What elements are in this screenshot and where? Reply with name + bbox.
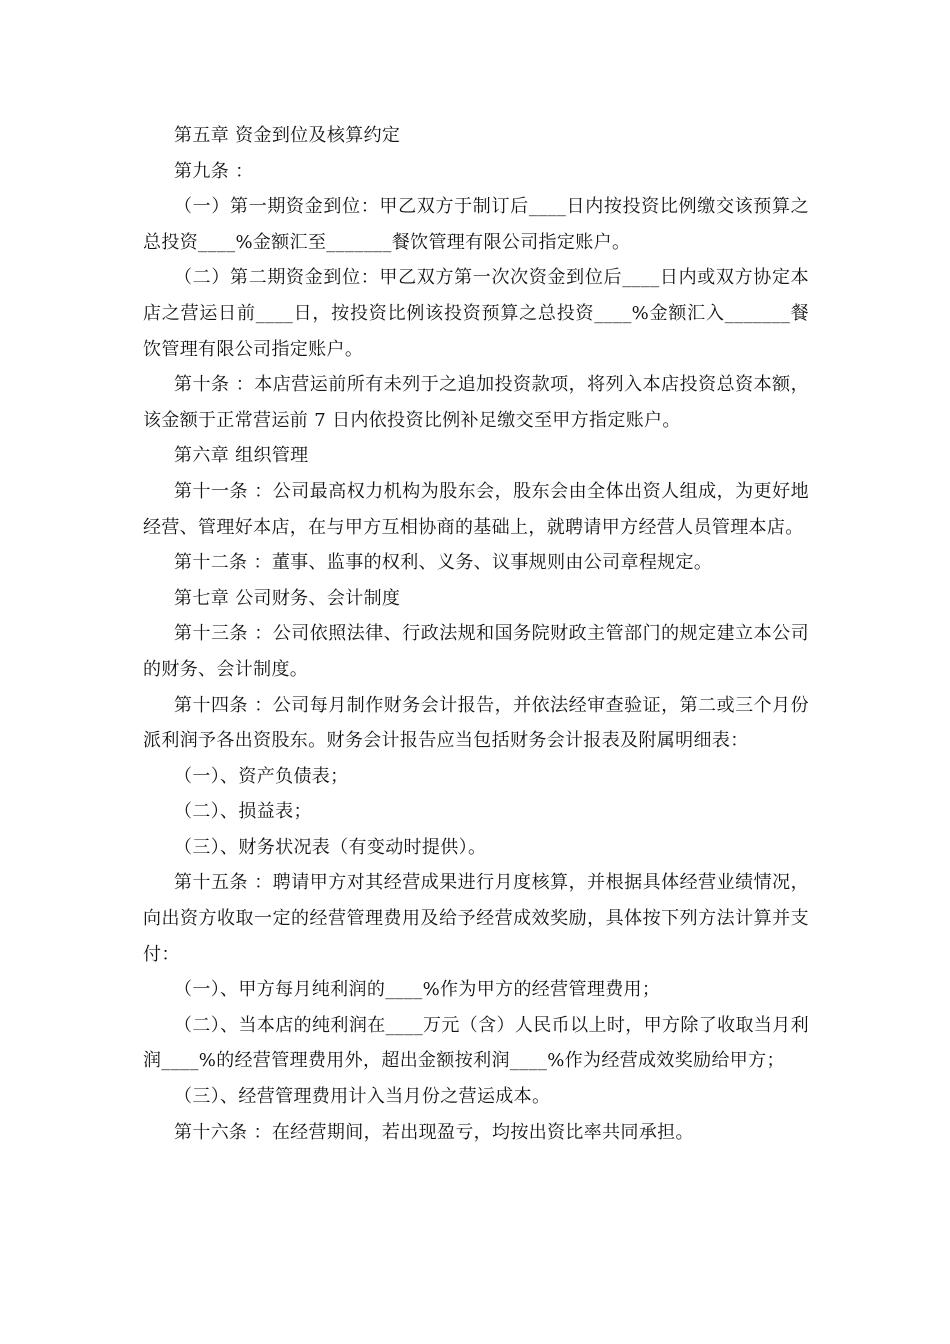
article-15-item-3: （三）、经营管理费用计入当月份之营运成本。 <box>174 1086 551 1108</box>
article-12: 第十二条 ：董事、监事的权利、义务、议事规则由公司章程规定。 <box>174 552 713 574</box>
article-13: 第十三条 ：公司依照法律、行政法规和国务院财政主管部门的规定建立本公司的财务、会计制度。 <box>143 623 809 680</box>
article-14: 第十四条 ：公司每月制作财务会计报告，并依法经审查验证，第二或三个月份派利润予各出资股东。财务会计报告应当包括财务会计报表及附属明细表： <box>143 694 809 752</box>
article-14-item-2: （二）、损益表； <box>174 801 312 823</box>
article-14-item-1: （一）、资产负债表； <box>174 765 349 787</box>
article-14-item-3: （三）、财务状况表（有变动时提供）。 <box>174 836 487 858</box>
document-body <box>143 118 809 1150</box>
article-11: 第十一条 ：公司最高权力机构为股东会，股东会由全体出资人组成，为更好地经营、管理好本店，在与甲方互相协商的基础上，就聘请甲方经营人员管理本店。 <box>143 480 809 538</box>
article-16: 第十六条 ：在经营期间，若出现盈亏，均按出资比率共同承担。 <box>174 1121 694 1143</box>
article-15-item-1: （一）、甲方每月纯利润的____%作为甲方的经营管理费用； <box>174 979 661 1001</box>
chapter-6-heading: 第六章 组织管理 <box>174 445 309 467</box>
article-15: 第十五条 ：聘请甲方对其经营成果进行月度核算，并根据具体经营业绩情况，向出资方收取一定的经营管理费用及给予经营成效奖励，具体按下列方法计算并支付： <box>143 872 809 965</box>
chapter-5-heading: 第五章 资金到位及核算约定 <box>174 125 401 146</box>
article-10: 第十条 ：本店营运前所有未列于之追加投资款项，将列入本店投资总资本额，该金额于正常营运前 7 日内依投资比例补足缴交至甲方指定账户。 <box>143 374 809 431</box>
article-9-heading: 第九条 ： <box>174 160 254 182</box>
article-9-clause-2: （二）第二期资金到位：甲乙双方第一次次资金到位后____日内或双方协定本店之营运日前____日，按投资比例该投资预算之总投资____%金额汇入_______餐饮管理有限公司指定账户。 <box>143 267 809 360</box>
article-15-item-2: （二）、当本店的纯利润在____万元（含）人民币以上时，甲方除了收取当月利润____%的经营管理费用外，超出金额按利润____%作为经营成效奖励给甲方； <box>143 1014 809 1072</box>
chapter-7-heading: 第七章 公司财务、会计制度 <box>174 587 401 609</box>
article-9-clause-1: （一）第一期资金到位：甲乙双方于制订后____日内按投资比例缴交该预算之总投资____%金额汇至_______餐饮管理有限公司指定账户。 <box>143 196 809 253</box>
